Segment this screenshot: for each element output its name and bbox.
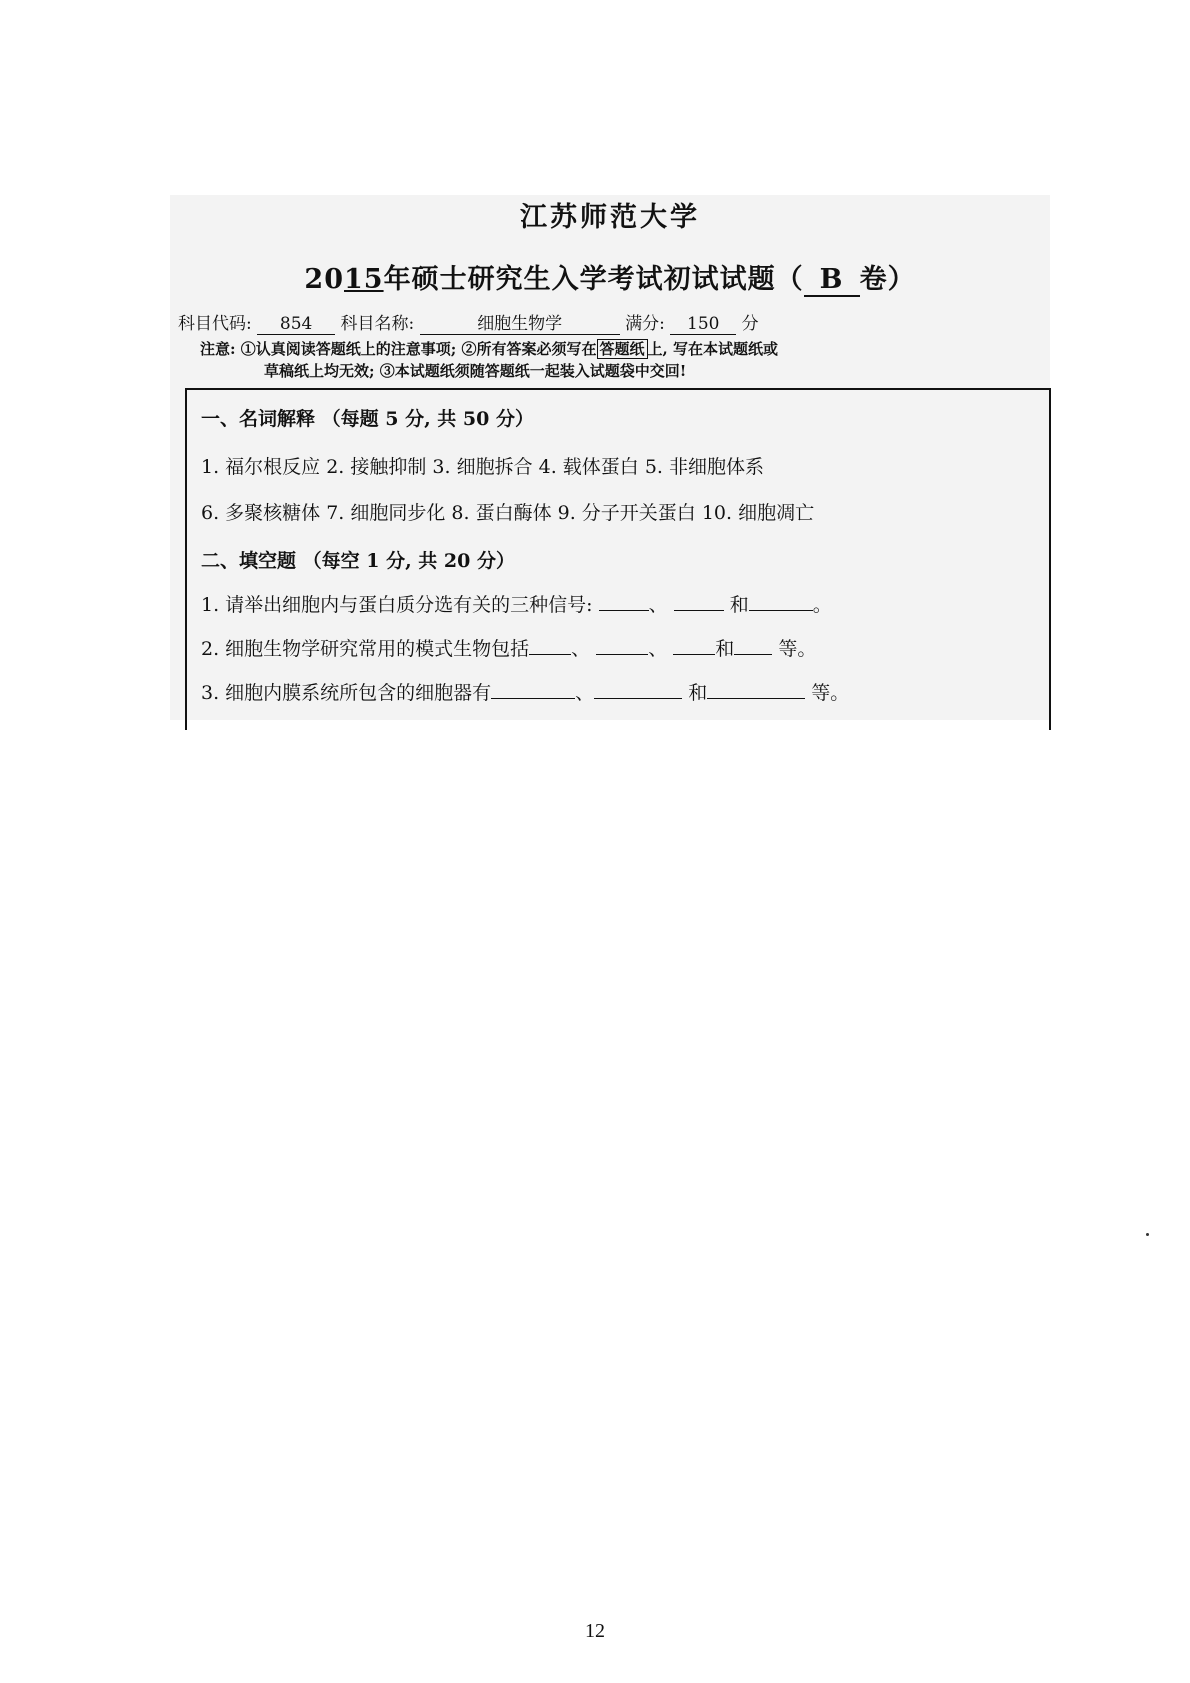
- answer-blank: [673, 636, 715, 655]
- subject-code-label: 科目代码:: [178, 314, 252, 334]
- separator: 、: [575, 682, 595, 704]
- separator: 、: [648, 594, 668, 616]
- title-year-prefix: 20: [304, 264, 344, 295]
- subject-code-value: 854: [257, 314, 335, 335]
- subject-name-value: 细胞生物学: [420, 314, 620, 335]
- notice-line-2: 草稿纸上均无效; ③本试题纸须随答题纸一起装入试题袋中交回!: [264, 362, 687, 380]
- page-number: 12: [585, 1620, 605, 1642]
- paper-type: B: [804, 265, 860, 297]
- section-1-heading: 一、名词解释 （每题 5 分, 共 50 分）: [201, 408, 534, 430]
- separator: 、: [571, 638, 591, 660]
- notice-line-1-start: 注意: ①认真阅读答题纸上的注意事项; ②所有答案必须写在: [200, 340, 597, 358]
- answer-blank: [596, 636, 648, 655]
- notice-line-1: [200, 338, 1040, 360]
- answer-blank: [674, 592, 724, 611]
- answer-blank: [599, 592, 649, 611]
- questions-box: [185, 388, 1051, 730]
- question-end: 。: [812, 594, 832, 616]
- subject-meta-line: [178, 309, 759, 335]
- question-end: 等。: [811, 682, 850, 704]
- section-1-terms-row-1: 1. 福尔根反应 2. 接触抑制 3. 细胞拆合 4. 载体蛋白 5. 非细胞体系: [201, 456, 764, 478]
- fill-question-2: [201, 634, 816, 661]
- answer-blank: [749, 592, 813, 611]
- conjunction: 和: [729, 594, 749, 616]
- title-text: 年硕士研究生入学考试初试试题（: [383, 264, 804, 295]
- question-end: 等。: [778, 638, 817, 660]
- exam-title: [170, 257, 1050, 297]
- scan-speck: [1146, 1233, 1149, 1236]
- notice-line-1-end: 上, 写在本试题纸或: [647, 340, 778, 358]
- section-2-heading: 二、填空题 （每空 1 分, 共 20 分）: [201, 550, 515, 572]
- conjunction: 和: [688, 682, 708, 704]
- answer-blank: [529, 636, 571, 655]
- answer-blank: [594, 680, 682, 699]
- fill-question-1-text: 1. 请举出细胞内与蛋白质分选有关的三种信号:: [201, 594, 593, 616]
- fill-question-1: [201, 590, 832, 617]
- answer-blank: [734, 636, 772, 655]
- answer-blank: [707, 680, 805, 699]
- title-suffix: 卷）: [859, 264, 916, 295]
- fill-question-2-text: 2. 细胞生物学研究常用的模式生物包括: [201, 638, 530, 660]
- full-score-unit: 分: [741, 314, 759, 334]
- subject-name-label: 科目名称:: [340, 314, 415, 334]
- fill-question-3: [201, 678, 849, 705]
- scanned-exam-excerpt: [170, 195, 1050, 720]
- conjunction: 和: [715, 638, 735, 660]
- fill-question-3-text: 3. 细胞内膜系统所包含的细胞器有: [201, 682, 492, 704]
- answer-blank: [491, 680, 575, 699]
- exam-notice: [200, 338, 1040, 382]
- section-1-terms-row-2: 6. 多聚核糖体 7. 细胞同步化 8. 蛋白酶体 9. 分子开关蛋白 10. 细胞凋亡: [201, 502, 815, 524]
- separator: 、: [648, 638, 668, 660]
- full-score-label: 满分:: [625, 314, 665, 334]
- university-name: 江苏师范大学: [520, 202, 700, 233]
- full-score-value: 150: [670, 314, 736, 335]
- title-year-underlined: 15: [344, 264, 384, 295]
- answer-sheet-boxed-text: 答题纸: [597, 339, 648, 359]
